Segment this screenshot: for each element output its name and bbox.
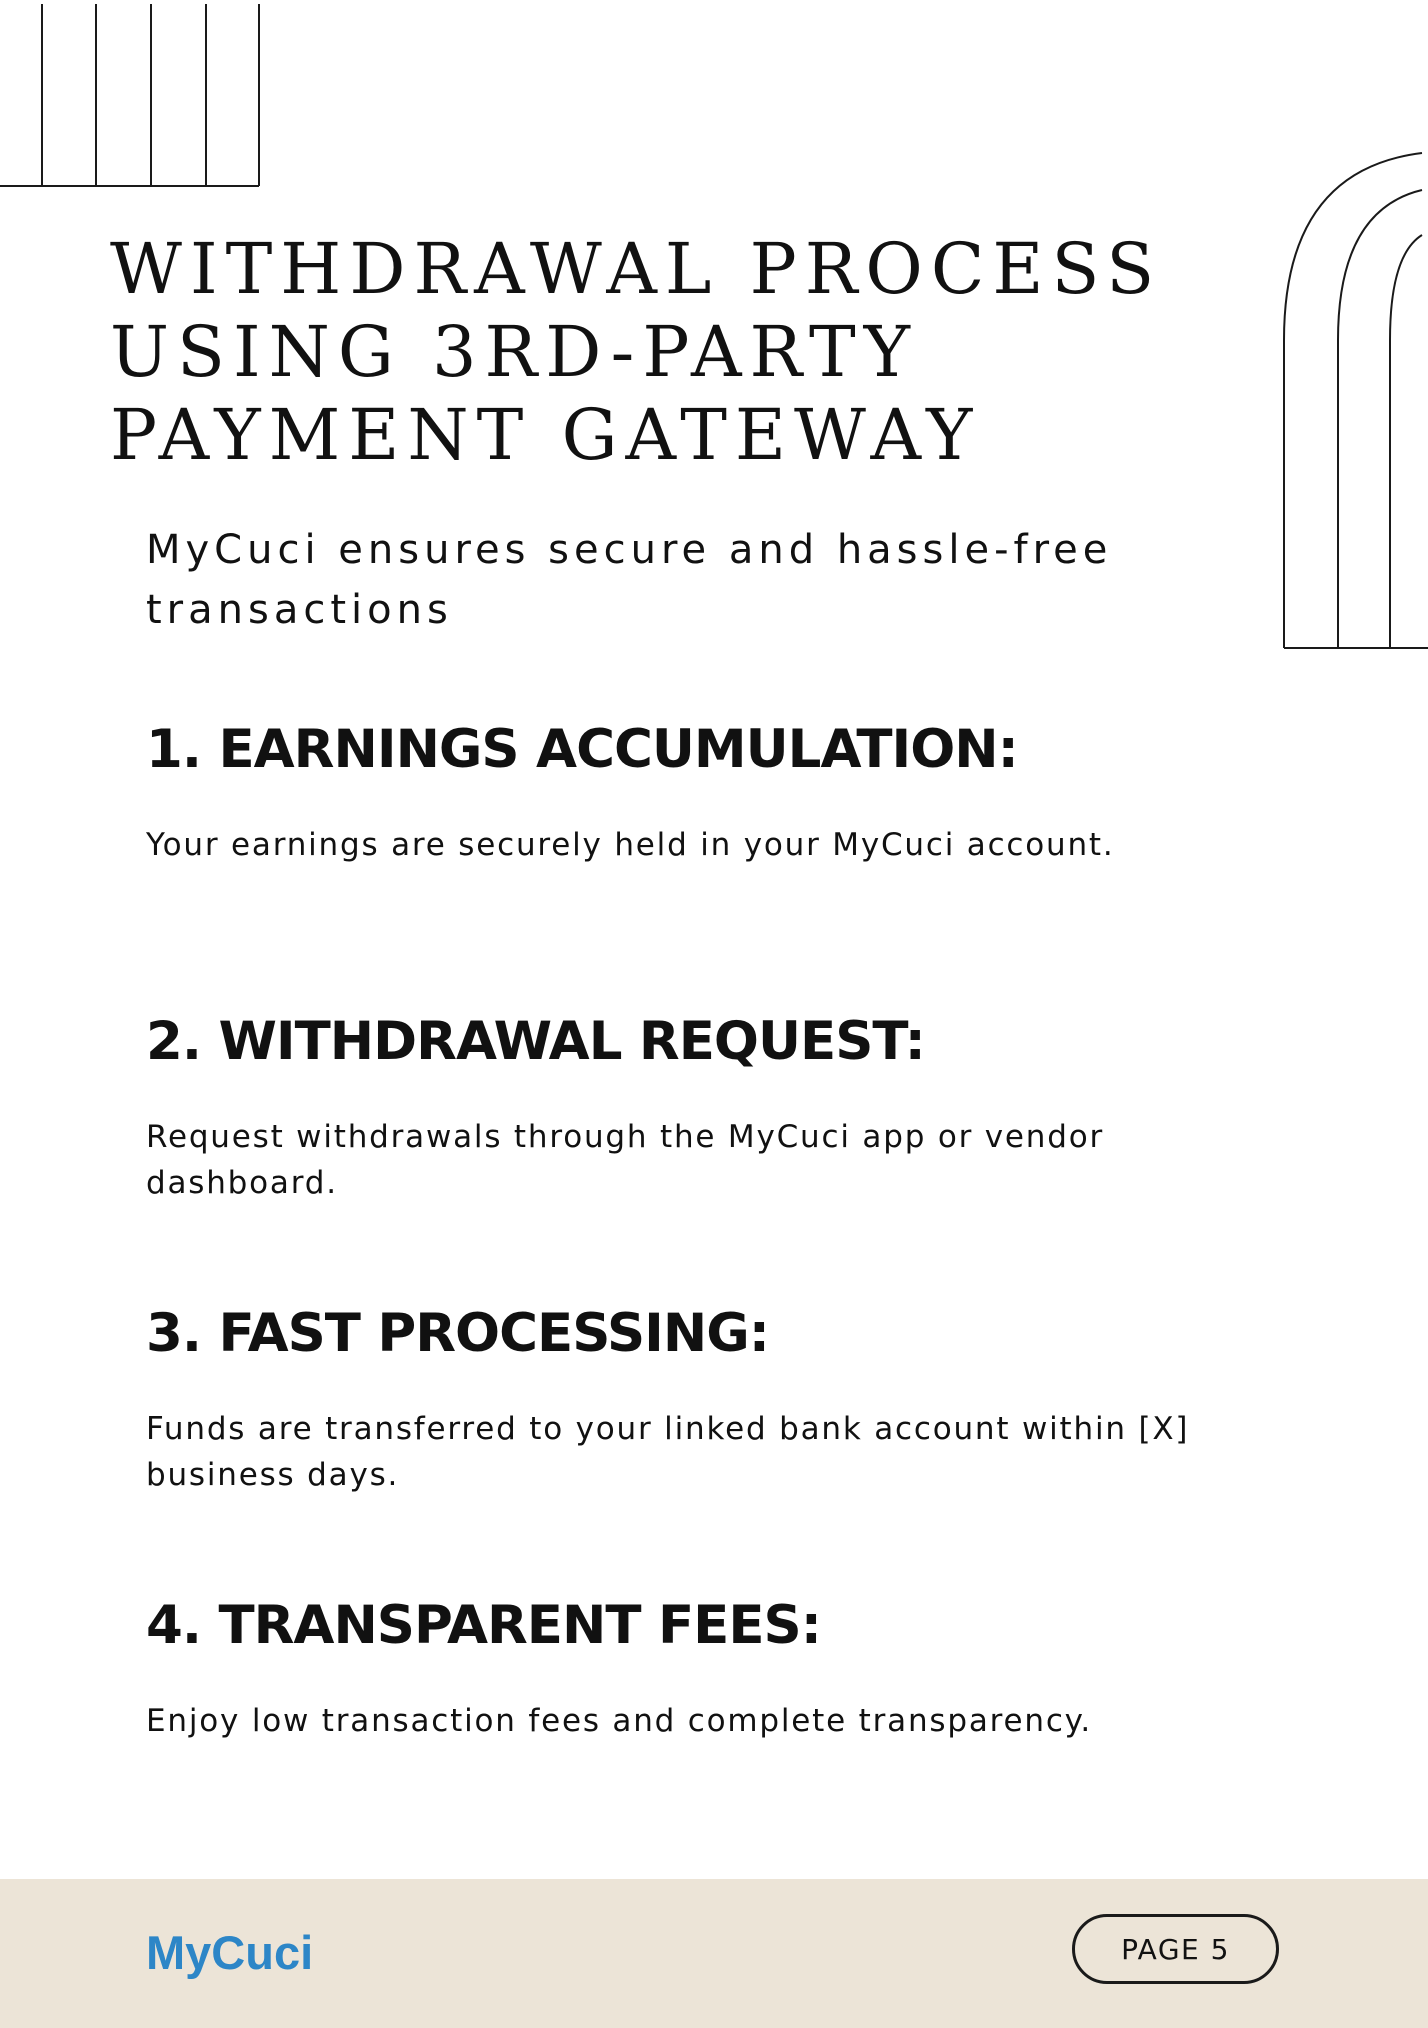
step-body: Funds are transferred to your linked bank account within [X] business days. — [146, 1411, 1190, 1493]
page-footer — [0, 1879, 1428, 2028]
step-withdrawal-request — [146, 1010, 1226, 1206]
title-line-3: PAYMENT GATEWAY — [110, 394, 981, 476]
decorative-lines — [0, 0, 270, 190]
step-earnings-accumulation — [146, 718, 1226, 868]
step-heading: 4. TRANSPARENT FEES: — [146, 1595, 821, 1656]
title-line-2: USING 3RD-PARTY — [110, 311, 918, 393]
step-body: Your earnings are securely held in your MyCuci account. — [146, 827, 1115, 863]
page-title — [110, 228, 1290, 477]
step-body: Enjoy low transaction fees and complete transparency. — [146, 1703, 1093, 1739]
step-body: Request withdrawals through the MyCuci app or vendor dashboard. — [146, 1119, 1105, 1201]
step-fast-processing — [146, 1302, 1226, 1498]
step-heading: 1. EARNINGS ACCUMULATION: — [146, 719, 1018, 780]
step-heading: 3. FAST PROCESSING: — [146, 1303, 769, 1364]
step-heading: 2. WITHDRAWAL REQUEST: — [146, 1011, 925, 1072]
decorative-arches — [1278, 140, 1428, 650]
brand-logo: MyCuci — [146, 1926, 314, 1979]
subtitle: MyCuci ensures secure and hassle-free transactions — [146, 527, 1113, 633]
page-number-badge: PAGE 5 — [1072, 1914, 1279, 1984]
step-transparent-fees — [146, 1594, 1226, 1744]
title-line-1: WITHDRAWAL PROCESS — [110, 228, 1163, 310]
